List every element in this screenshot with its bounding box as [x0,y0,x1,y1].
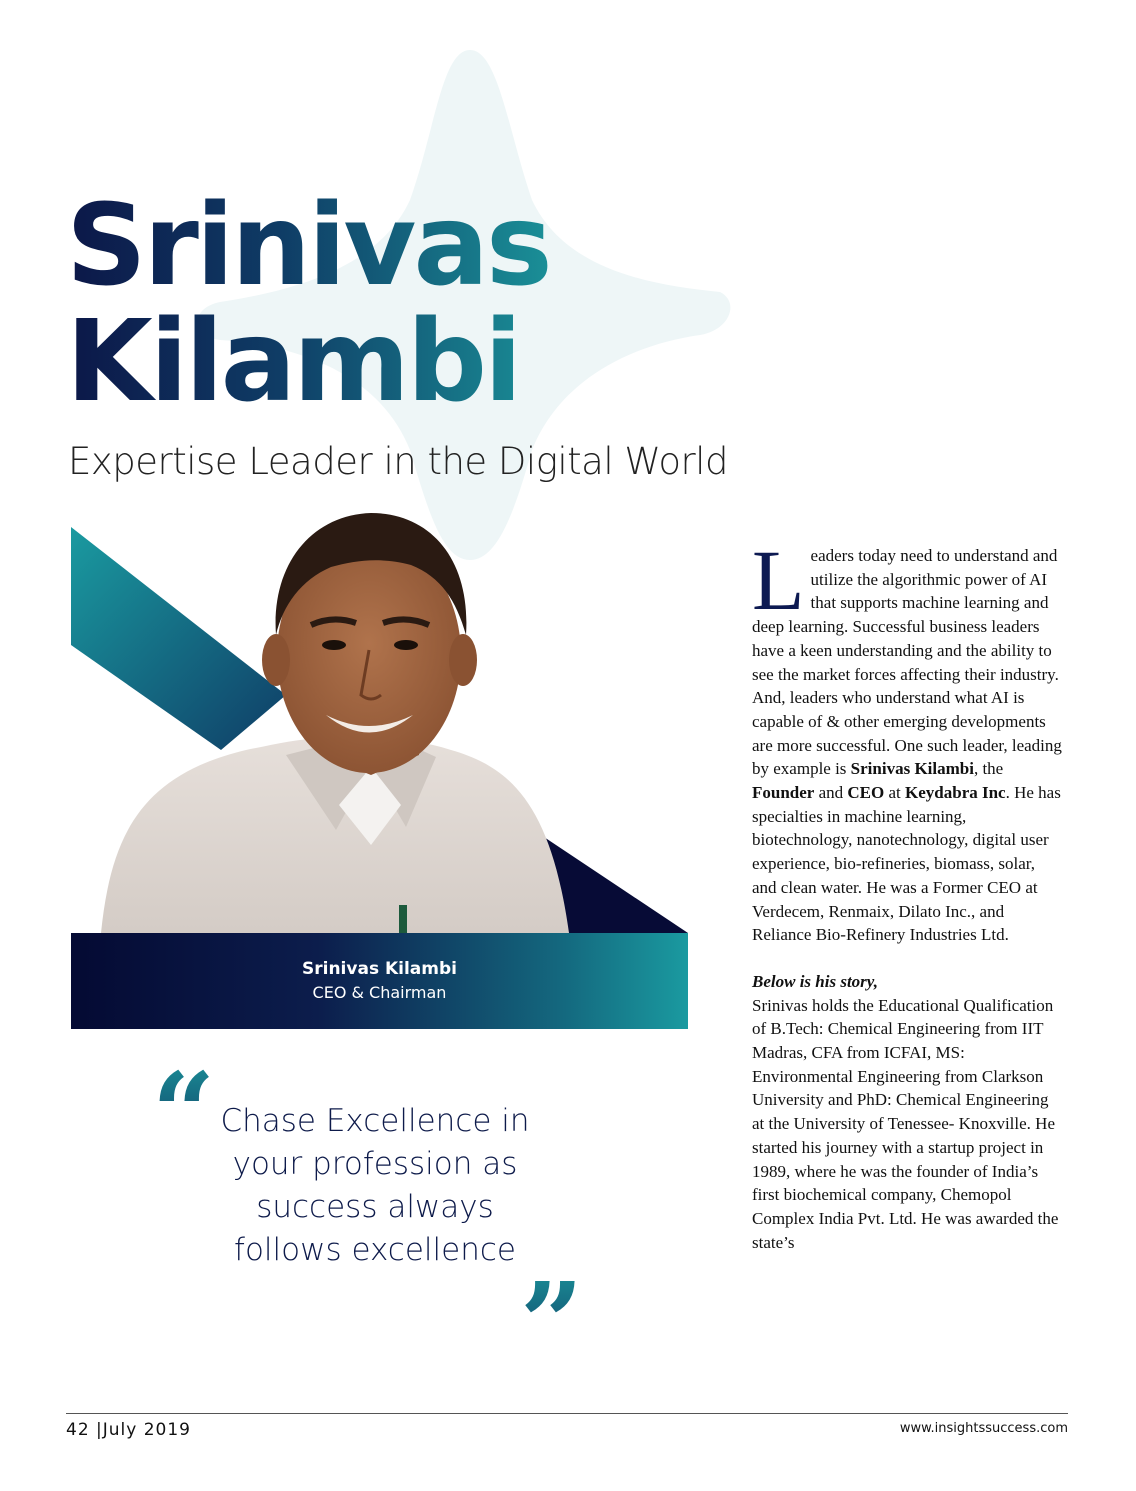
headline-line-1: Srinivas [66,181,550,311]
article-text: at [884,783,906,803]
pen [399,905,407,933]
left-ear [262,634,290,686]
pull-quote: Chase Excellence in your profession as success always follows excellence [220,1103,530,1268]
photo-caption-bar [71,933,688,1029]
article-text: and [814,783,848,803]
article-body [752,532,1062,1254]
article-paragraph-2: Srinivas holds the Educational Qualification of B.Tech: Chemical Engineering from IIT Madras, CFA from ICFAI, MS: Environmental Engineering from Clarkson University and PhD: Chemical Engineering at the University of Tenessee- Knoxville. He started his journey with a startup project in 1989, where he was the founder of India’s first biochemical company, Chemopol Complex India Pvt. Ltd. He was awarded the state’s [752,995,1059,1252]
story-heading: Below is his story, [752,971,878,991]
caption-name: Srinivas Kilambi [302,959,457,979]
website-link[interactable]: www.insightssuccess.com [899,1421,1068,1436]
headline-line-2: Kilambi [66,297,520,427]
right-eye [394,640,418,650]
portrait-photo [71,505,688,933]
caption-role: CEO & Chairman [312,983,447,1002]
headline-subtitle: Expertise Leader in the Digital World [68,440,728,483]
close-quote-icon: ” [520,1258,584,1387]
left-eye [322,640,346,650]
open-quote-icon: “ [152,1048,216,1177]
article-bold-founder: Founder [752,783,815,803]
drop-cap: L [752,532,805,628]
footer-rule [66,1413,1068,1414]
page-folio: 42 |July 2019 [66,1420,192,1440]
article-text: , the [973,759,1004,779]
article-text: eaders today need to understand and utilize the algorithmic power of AI that supports machine learning and deep learning. Successful business leaders have a keen understanding and the ability to see the market forces affecting their industry. And, leaders who understand what AI is capable of & other emerging developments are more successful. One such leader, leading by example is [752,546,1062,779]
portrait-illustration [71,505,688,933]
article-text: . He has specialties in machine learning, biotechnology, nanotechnology, digital user experience, bio-refineries, biomass, solar, and clean water. He was a Former CEO at Verdecem, Renmaix, Dilato Inc., and Reliance Bio-Refinery Industries Ltd. [752,783,1061,945]
article-bold-ceo: CEO [847,783,885,803]
right-ear [449,634,477,686]
headline-name [66,181,550,427]
article-paragraph-1 [752,532,1062,947]
article-bold-name: Srinivas Kilambi [850,759,974,779]
article-bold-company: Keydabra Inc [905,783,1006,803]
teal-diagonal-band [71,527,286,750]
